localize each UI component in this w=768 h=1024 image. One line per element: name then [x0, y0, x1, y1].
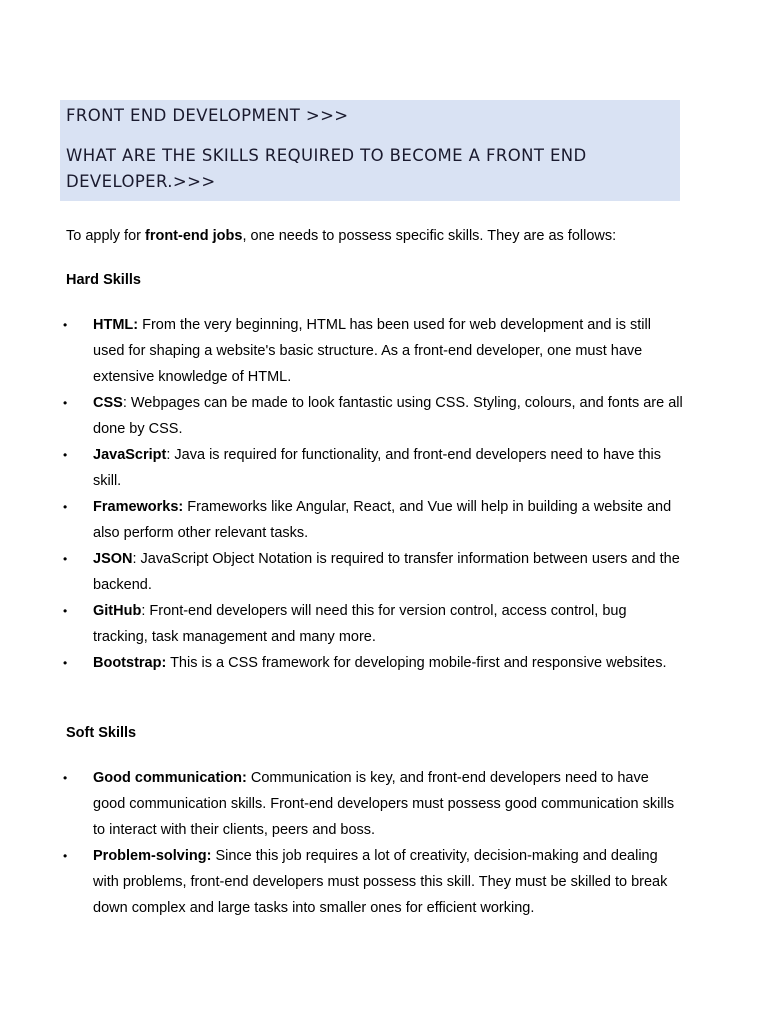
soft-skills-title: Soft Skills [66, 725, 137, 741]
heading-subtitle: WHAT ARE THE SKILLS REQUIRED TO BECOME A FRONT END DEVELOPER.>>> [66, 146, 587, 191]
skill-term: HTML: [93, 317, 139, 333]
skill-text: : Front-end developers will need this for version control, access control, bug tracking, task management and many more. [93, 603, 627, 645]
skill-text: From the very beginning, HTML has been used for web development and is still used for shaping a website's basic structure. As a front-end developer, one must have extensive knowledge of HTML. [93, 317, 651, 385]
skill-text: Frameworks like Angular, React, and Vue will help in building a website and also perform other relevant tasks. [93, 499, 672, 541]
list-item [0, 598, 683, 650]
skill-term: JavaScript [93, 447, 167, 463]
skill-term: GitHub [93, 603, 142, 619]
intro-before: To apply for [66, 228, 145, 244]
bullet-icon: • [63, 552, 68, 566]
bullet-icon: • [63, 500, 68, 514]
skill-term: JSON [93, 551, 133, 567]
soft-skills-list [0, 765, 768, 921]
bullet-icon: • [63, 849, 68, 863]
bullet-icon: • [63, 448, 68, 462]
list-item [0, 494, 683, 546]
heading-box [60, 100, 680, 201]
list-item [0, 546, 683, 598]
intro-after: , one needs to possess specific skills. They are as follows: [242, 228, 617, 244]
bullet-icon: • [63, 771, 68, 785]
bullet-icon: • [63, 656, 68, 670]
hard-skills-list [0, 312, 768, 676]
skill-term: CSS [93, 395, 123, 411]
list-item [0, 650, 683, 676]
bullet-icon: • [63, 604, 68, 618]
list-item [0, 442, 683, 494]
skill-term: Bootstrap: [93, 655, 167, 671]
list-item [0, 765, 683, 843]
skill-text: Communication is key, and front-end developers need to have good communication skills. Front-end developers must possess good communication skills to interact with their clients, peers and boss. [93, 770, 675, 838]
skill-term: Good communication: [93, 770, 247, 786]
bullet-icon: • [63, 396, 68, 410]
skill-text: This is a CSS framework for developing mobile-first and responsive websites. [166, 655, 667, 671]
skill-text: : Webpages can be made to look fantastic using CSS. Styling, colours, and fonts are all done by CSS. [93, 395, 683, 437]
skill-text: : JavaScript Object Notation is required to transfer information between users and the backend. [93, 551, 680, 593]
skill-text: Since this job requires a lot of creativity, decision-making and dealing with problems, front-end developers must possess this skill. They must be skilled to break down complex and large tasks into smaller ones for efficient working. [93, 848, 668, 916]
intro-bold: front-end jobs [145, 228, 243, 244]
list-item [0, 312, 683, 390]
hard-skills-title: Hard Skills [66, 272, 141, 288]
skill-text: : Java is required for functionality, and front-end developers need to have this skill. [93, 447, 661, 489]
skill-term: Problem-solving: [93, 848, 212, 864]
list-item [0, 390, 683, 442]
bullet-icon: • [63, 318, 68, 332]
intro-paragraph [66, 226, 616, 246]
skill-term: Frameworks: [93, 499, 184, 515]
list-item [0, 843, 683, 921]
heading-title: FRONT END DEVELOPMENT >>> [66, 106, 349, 125]
